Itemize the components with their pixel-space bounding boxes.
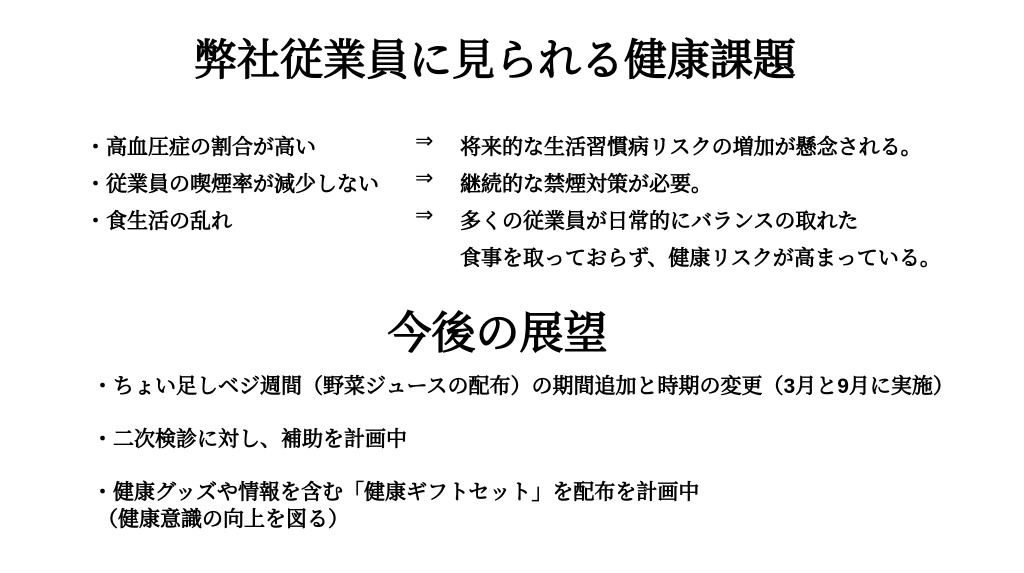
- issue-consequence: [460, 203, 960, 277]
- issue-bullet-text: ・高血圧症の割合が高い: [85, 136, 316, 159]
- double-arrow-icon: ⇒: [415, 165, 434, 190]
- slide-title: 弊社従業員に見られる健康課題: [194, 37, 796, 85]
- consequence-line: 多くの従業員が日常的にバランスの取れた: [460, 210, 859, 233]
- health-issues-section: [85, 129, 960, 277]
- issue-row: [85, 166, 960, 203]
- future-outlook-heading: 今後の展望: [387, 309, 608, 358]
- issue-row: [85, 203, 960, 277]
- plan-item: [92, 479, 992, 533]
- consequence-line: 将来的な生活習慣病リスクの増加が懸念される。: [460, 136, 922, 159]
- issue-consequence: [460, 166, 960, 203]
- consequence-line: 食事を取っておらず、健康リスクが高まっている。: [460, 247, 941, 270]
- future-plans-list: [92, 373, 992, 559]
- plan-line: ・ちょい足しベジ週間（野菜ジュースの配布）の期間追加と時期の変更（3月と9月に実施）: [92, 375, 954, 398]
- plan-item: [92, 426, 992, 453]
- plan-item: [92, 373, 992, 400]
- plan-line: （健康意識の向上を図る）: [97, 508, 349, 531]
- double-arrow-icon: ⇒: [415, 202, 434, 227]
- plan-line: ・二次検診に対し、補助を計画中: [92, 428, 407, 451]
- issue-consequence: [460, 129, 960, 166]
- issue-bullet-text: ・食生活の乱れ: [85, 210, 232, 233]
- consequence-line: 継続的な禁煙対策が必要。: [460, 173, 712, 196]
- issue-row: [85, 129, 960, 166]
- double-arrow-icon: ⇒: [415, 128, 434, 153]
- plan-line: ・健康グッズや情報を含む「健康ギフトセット」を配布を計画中: [92, 481, 700, 504]
- issue-bullet-text: ・従業員の喫煙率が減少しない: [85, 173, 379, 196]
